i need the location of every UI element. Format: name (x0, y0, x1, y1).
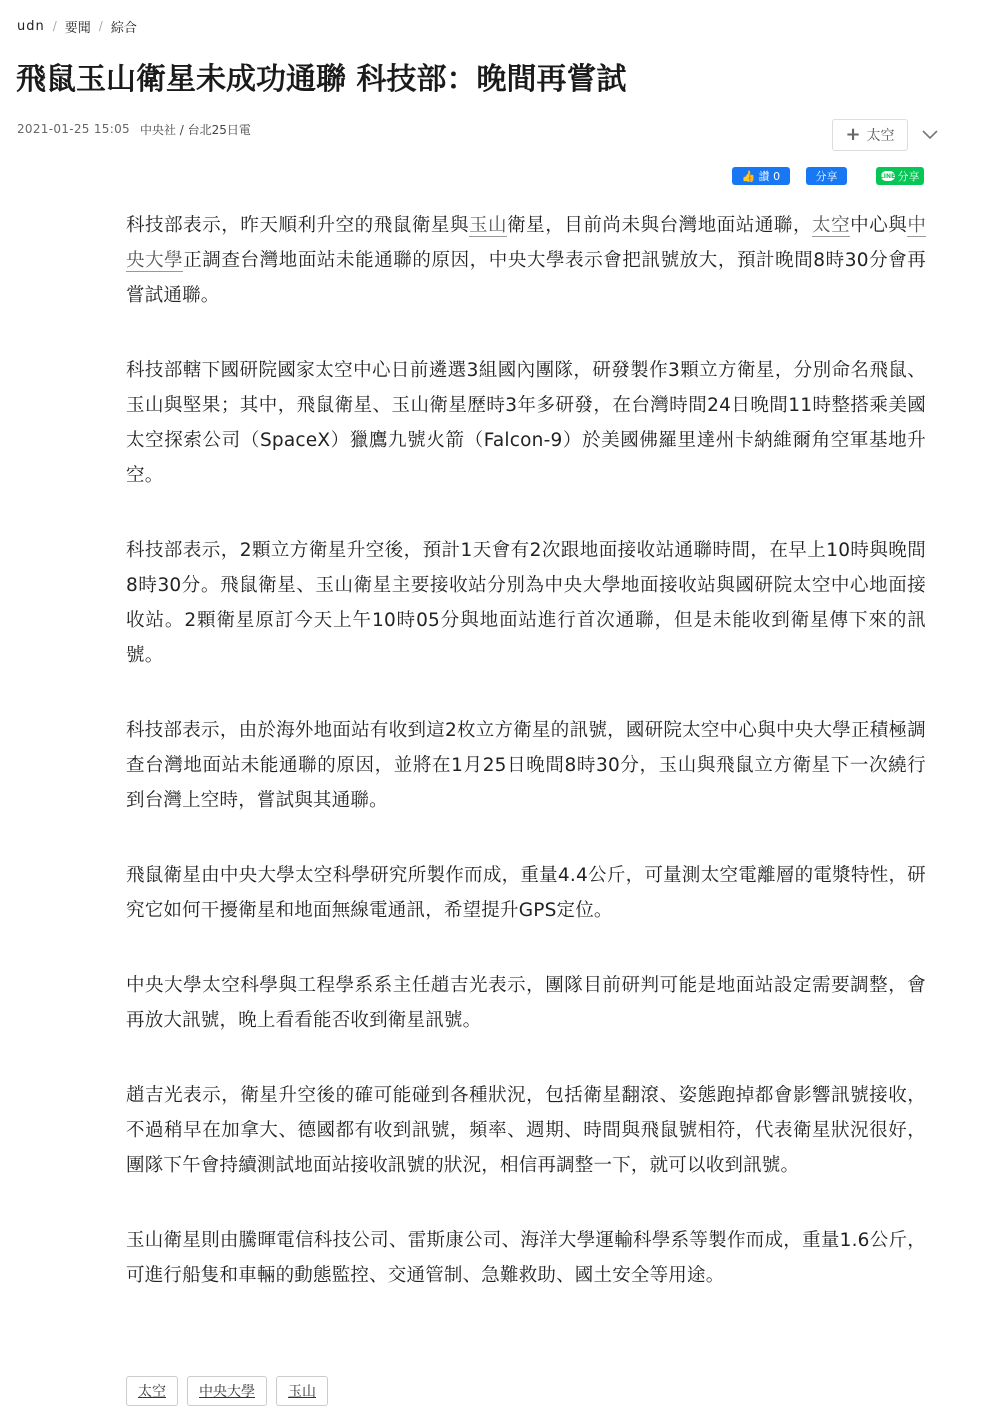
plus-icon: + (845, 124, 861, 145)
article-paragraph: 科技部表示，由於海外地面站有收到這2枚立方衛星的訊號，國研院太空中心與中央大學正積極調查台灣地面站未能通聯的原因，並將在1月25日晚間8時30分，玉山與飛鼠立方衛星下一次繞行到台灣上空時，嘗試與其通聯。 (126, 720, 926, 811)
follow-topic-label: 太空 (866, 128, 895, 144)
keyword-link-yushan[interactable]: 玉山 (469, 215, 508, 236)
paragraph-text: 中心與 (850, 215, 908, 236)
article-source: 中央社 / 台北25日電 (139, 122, 251, 137)
article-title: 飛鼠玉山衛星未成功通聯 科技部：晚間再嘗試 (16, 62, 627, 97)
line-share-button[interactable] (876, 167, 924, 185)
facebook-share-label: 分享 (815, 170, 838, 183)
breadcrumb-link-general[interactable]: 綜合 (110, 20, 137, 36)
tag-yushan[interactable]: 玉山 (276, 1376, 328, 1406)
thumbs-up-icon: 👍 (741, 169, 756, 183)
article-paragraph: 飛鼠衛星由中央大學太空科學研究所製作而成，重量4.4公斤，可量測太空電離層的電漿特性，研究它如何干擾衛星和地面無線電通訊，希望提升GPS定位。 (126, 865, 926, 921)
article-tags (126, 1376, 328, 1406)
breadcrumb-separator: / (98, 19, 103, 33)
article-date: 2021-01-25 15:05 (17, 122, 130, 136)
tag-ncu[interactable]: 中央大學 (187, 1376, 267, 1406)
facebook-like-label: 讚 0 (758, 170, 781, 183)
breadcrumb-link-home[interactable]: udn (17, 18, 45, 34)
follow-topic-button[interactable] (832, 119, 908, 151)
facebook-share-button[interactable] (806, 167, 847, 185)
article-meta (17, 120, 251, 138)
keyword-link-ncu[interactable]: 中央大學 (126, 215, 927, 271)
keyword-link-space[interactable]: 太空 (812, 215, 851, 236)
chevron-down-icon[interactable] (920, 126, 940, 144)
breadcrumb-link-headlines[interactable]: 要聞 (64, 20, 91, 36)
line-share-label: 分享 (897, 170, 920, 183)
breadcrumb-separator: / (52, 19, 57, 33)
paragraph-text: 衛星，目前尚未與台灣地面站通聯， (507, 215, 813, 236)
article-paragraph: 玉山衛星則由騰暉電信科技公司、雷斯康公司、海洋大學運輸科學系等製作而成，重量1.6公斤，可進行船隻和車輛的動態監控、交通管制、急難救助、國土安全等用途。 (126, 1230, 926, 1286)
article-paragraph: 科技部表示，2顆立方衛星升空後，預計1天會有2次跟地面接收站通聯時間，在早上10時與晚間8時30分。飛鼠衛星、玉山衛星主要接收站分別為中央大學地面接收站與國研院太空中心地面接收站。2顆衛星原訂今天上午10時05分與地面站進行首次通聯，但是未能收到衛星傳下來的訊號。 (126, 540, 926, 666)
tag-space[interactable]: 太空 (126, 1376, 178, 1406)
facebook-like-button[interactable] (732, 167, 790, 185)
line-logo-icon: LINE (879, 172, 896, 180)
article-paragraph (126, 208, 926, 313)
article-body (126, 208, 926, 1333)
article-paragraph: 中央大學太空科學與工程學系系主任趙吉光表示，團隊目前研判可能是地面站設定需要調整，會再放大訊號，晚上看看能否收到衛星訊號。 (126, 975, 926, 1031)
paragraph-text: 科技部表示，昨天順利升空的飛鼠衛星與 (126, 215, 469, 236)
breadcrumb (17, 16, 137, 36)
article-paragraph: 趙吉光表示，衛星升空後的確可能碰到各種狀況，包括衛星翻滾、姿態跑掉都會影響訊號接收，不過稍早在加拿大、德國都有收到訊號，頻率、週期、時間與飛鼠號相符，代表衛星狀況很好，團隊下午會持續測試地面站接收訊號的狀況，相信再調整一下，就可以收到訊號。 (126, 1085, 926, 1176)
paragraph-text: 正調查台灣地面站未能通聯的原因，中央大學表示會把訊號放大，預計晚間8時30分會再嘗試通聯。 (126, 250, 926, 306)
article-paragraph: 科技部轄下國研院國家太空中心日前遴選3組國內團隊，研發製作3顆立方衛星，分別命名飛鼠、玉山與堅果；其中，飛鼠衛星、玉山衛星歷時3年多研發，在台灣時間24日晚間11時整搭乘美國太空探索公司（SpaceX）獵鷹九號火箭（Falcon-9）於美國佛羅里達州卡納維爾角空軍基地升空。 (126, 360, 926, 486)
